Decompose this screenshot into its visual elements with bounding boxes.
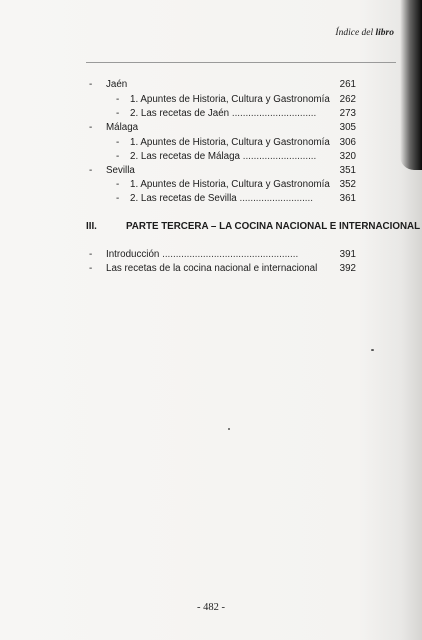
toc-entry — [0, 192, 422, 206]
toc-bullet: - — [116, 108, 120, 119]
toc-entry-page: 361 — [339, 193, 356, 204]
toc-bullet: - — [89, 263, 93, 274]
toc-bullet: - — [89, 165, 93, 176]
page-number: - 482 - — [197, 602, 225, 613]
part-roman-numeral: III. — [86, 221, 97, 232]
toc-bullet: - — [116, 137, 120, 148]
toc-entry-title: Las recetas de la cocina nacional e internacional — [106, 263, 318, 274]
part-title: PARTE TERCERA – LA COCINA NACIONAL E INTERNACIONAL — [126, 221, 421, 232]
toc-entry-title: 1. Apuntes de Historia, Cultura y Gastronomía — [130, 94, 330, 105]
scan-speck — [371, 349, 374, 351]
toc-entry-page: 306 — [339, 137, 356, 148]
scan-speck — [228, 428, 230, 430]
toc-entry — [0, 262, 422, 276]
toc-entry-page: 305 — [339, 122, 356, 133]
header-rule — [86, 62, 396, 63]
toc-bullet: - — [89, 122, 93, 133]
toc-entry-title: 2. Las recetas de Sevilla ........................... — [130, 193, 313, 204]
toc-entry-title: 2. Las recetas de Jaén ............................... — [130, 108, 317, 119]
toc-entry-title: 1. Apuntes de Historia, Cultura y Gastronomía — [130, 179, 330, 190]
toc-bullet: - — [116, 151, 120, 162]
toc-entry-page: 261 — [339, 79, 356, 90]
toc-entry-page: 351 — [339, 165, 356, 176]
toc-entry-page: 352 — [339, 179, 356, 190]
toc-entry — [0, 178, 422, 192]
running-header — [335, 28, 394, 38]
toc-entry-title: 1. Apuntes de Historia, Cultura y Gastronomía — [130, 137, 330, 148]
toc-entry — [0, 150, 422, 164]
header-bold: libro — [375, 28, 394, 38]
toc-entry-title: Sevilla — [106, 165, 135, 176]
toc-bullet: - — [116, 94, 120, 105]
toc-entry-title: Málaga — [106, 122, 139, 133]
toc-entry — [0, 93, 422, 107]
toc-entry — [0, 78, 422, 92]
toc-entry-title: Jaén — [106, 79, 128, 90]
toc-entry-page: 320 — [339, 151, 356, 162]
toc-entry — [0, 121, 422, 135]
toc-entry-title: Introducción .................................................. — [106, 249, 299, 260]
toc-entry-title: 2. Las recetas de Málaga ........................... — [130, 151, 317, 162]
toc-bullet: - — [89, 249, 93, 260]
toc-entry-page: 391 — [339, 249, 356, 260]
toc-bullet: - — [116, 193, 120, 204]
toc-bullet: - — [89, 79, 93, 90]
toc-entry-page: 273 — [339, 108, 356, 119]
toc-entry-page: 392 — [339, 263, 356, 274]
toc-bullet: - — [116, 179, 120, 190]
toc-entry — [0, 164, 422, 178]
header-prefix: Índice del — [335, 28, 376, 38]
toc-entry — [0, 107, 422, 121]
toc-entry-page: 262 — [339, 94, 356, 105]
toc-entry — [0, 248, 422, 262]
toc-entry — [0, 136, 422, 150]
